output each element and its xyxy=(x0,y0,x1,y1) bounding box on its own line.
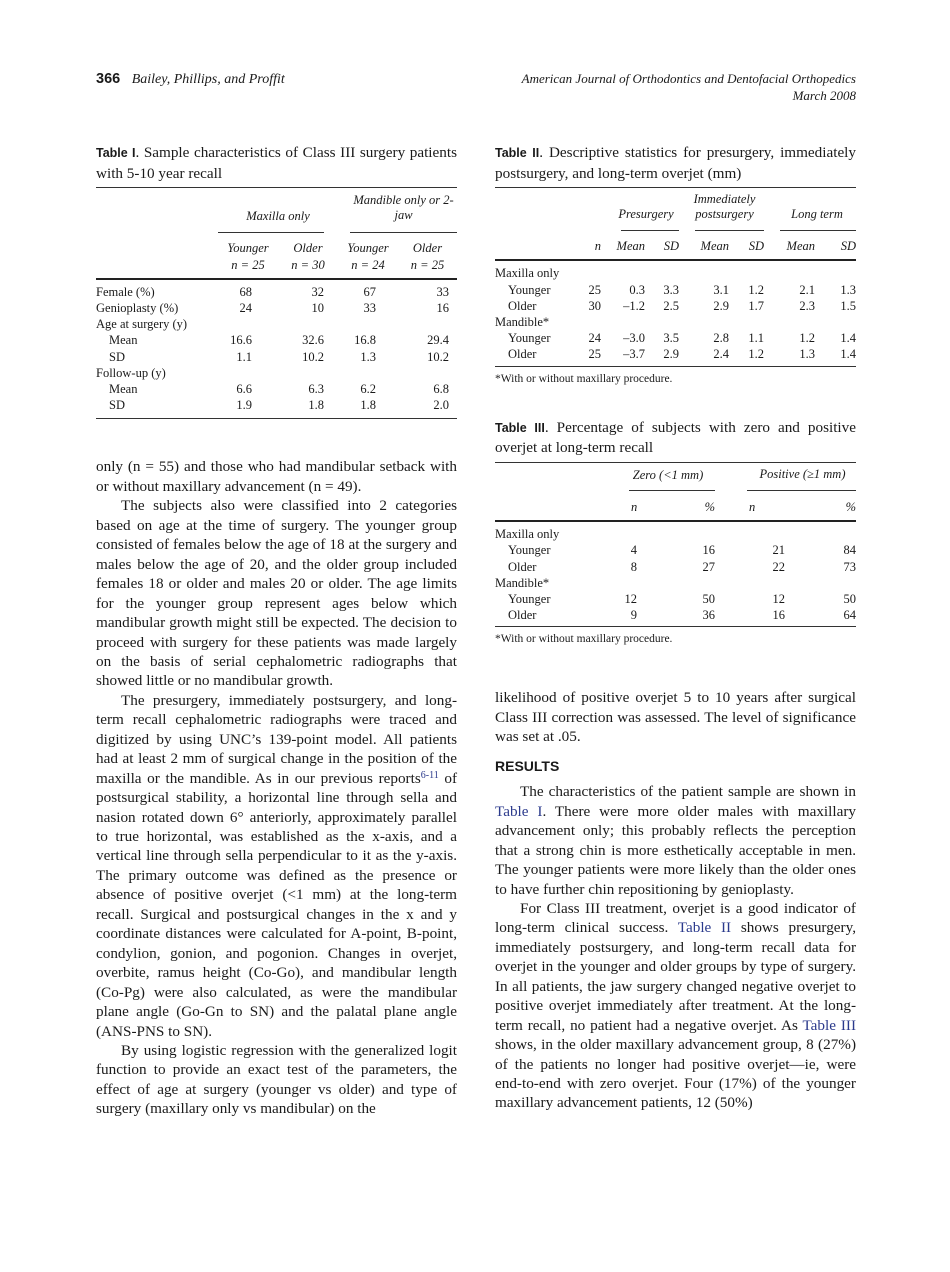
table-cell: 3.3 xyxy=(663,282,679,297)
table-cell xyxy=(639,575,715,591)
paragraph: The presurgery, immediately postsurgery, and long-term recall cephalometric radiographs were traced and digitized by using UNC’s 139-point model. All patients had at least 2 mm of surgical change in the position of the maxilla or the mandible. As in our previous reports$^{6-11}$ of postsurgical stability, a horizontal line through sella and nasion rotated down 6° anteriorly, approximately parallel to true horizontal, was established as the x-axis, and a vertical line through sella perpendicular to it as the y-axis. The primary outcome was defined as the presence or absence of positive overjet (<1 mm) at the long-term recall. Surgical and postsurgical changes in the x and y coordinate distances were calculated for A-point, B-point, condylion, gonion, and pogonion. Changes in overjet, overbite, ramus height (Co-Go), and mandibular length (Co-Pg) were also calculated, as were the mandibular plane angle (Go-Gn to SN) and the palatal plane angle (ANS-PNS to SN). xyxy=(96,691,458,1040)
table-cell xyxy=(577,314,601,330)
table-2-group-rule xyxy=(621,230,679,231)
table-cell xyxy=(785,575,856,591)
table-row xyxy=(495,591,856,607)
table-cell: 50 xyxy=(702,592,715,607)
table-cell: 68 xyxy=(239,284,252,299)
page-number: 366 xyxy=(96,71,121,87)
right-column xyxy=(495,143,856,1113)
table-cell: 12 xyxy=(772,592,785,607)
table-2-bottom-rule xyxy=(495,366,856,367)
table-cell xyxy=(218,316,278,332)
table-cell: –1.2 xyxy=(623,298,645,313)
reference-link[interactable]: 6-11 xyxy=(420,769,439,781)
table-cell xyxy=(278,316,338,332)
table-cell: 24 xyxy=(239,301,252,315)
table-3-label: Table III xyxy=(495,420,545,435)
table-cell: 10.2 xyxy=(302,349,324,364)
table-cell xyxy=(679,265,729,281)
table-cell xyxy=(218,365,278,381)
table-cell: 36 xyxy=(702,608,715,623)
table-cell: 16.6 xyxy=(230,333,252,348)
table-cell: 6.8 xyxy=(433,382,449,397)
table-3-bottom-rule xyxy=(495,626,856,627)
table-1-col-n: n = 25 xyxy=(231,257,265,272)
table-2-col-header: Mean xyxy=(786,239,815,254)
row-label: Younger xyxy=(508,331,551,346)
table-2-group-postsurgery: Immediately postsurgery xyxy=(693,192,756,221)
table-row xyxy=(96,316,457,332)
table-2 xyxy=(495,143,856,385)
table-3-link[interactable]: Table III xyxy=(802,1016,856,1034)
table-cell: 1.9 xyxy=(236,398,252,413)
table-cell xyxy=(645,314,679,330)
table-cell: 6.3 xyxy=(308,382,324,397)
table-cell: 6.6 xyxy=(236,382,252,397)
table-2-group-presurgery: Presurgery xyxy=(618,206,674,221)
row-label: Maxilla only xyxy=(495,527,560,542)
table-1 xyxy=(96,143,457,419)
row-label: Older xyxy=(508,608,537,623)
table-cell: 1.2 xyxy=(748,347,764,362)
table-row xyxy=(96,349,457,365)
table-2-link[interactable]: Table II xyxy=(677,919,732,937)
table-3-top-rule xyxy=(495,462,856,463)
table-3-group-positive: Positive (≥1 mm) xyxy=(759,467,846,482)
table-cell: 21 xyxy=(772,543,785,558)
table-3-caption: Table III. Percentage of subjects with zero and positive overjet at long-term recall xyxy=(495,418,856,457)
table-cell: –3.0 xyxy=(623,331,645,346)
table-cell: 2.9 xyxy=(663,347,679,362)
table-3-group-rule xyxy=(629,490,715,491)
table-cell: 16.8 xyxy=(354,333,376,348)
row-label: Mean xyxy=(109,382,138,397)
table-row xyxy=(96,300,457,316)
table-1-header-rule xyxy=(96,278,457,280)
table-cell xyxy=(601,314,645,330)
table-1-label: Table I xyxy=(96,146,136,160)
paragraph: By using logistic regression with the generalized logit function to provide an exact test of the parameters, the effect of age at surgery (younger vs older) and type of surgery (maxillary only vs mandibular) on the xyxy=(96,1042,457,1118)
table-2-top-rule xyxy=(495,187,856,188)
row-label: Older xyxy=(508,347,537,362)
table-1-top-rule xyxy=(96,187,457,188)
table-2-group-rule xyxy=(695,230,764,231)
row-label: Follow-up (y) xyxy=(96,365,166,380)
table-cell: 27 xyxy=(702,559,715,574)
table-2-group-rule xyxy=(780,230,856,231)
table-cell: 32 xyxy=(311,284,324,299)
table-3-col-header: n xyxy=(749,500,756,514)
row-label: SD xyxy=(109,349,125,364)
table-cell xyxy=(577,265,601,281)
table-2-label: Table II xyxy=(495,146,540,160)
table-1-group-rule xyxy=(218,232,324,233)
table-cell xyxy=(715,575,785,591)
table-cell: 1.7 xyxy=(748,298,764,313)
table-2-footnote: *With or without maxillary procedure. xyxy=(495,372,673,385)
table-cell: 2.4 xyxy=(713,347,729,362)
row-label: SD xyxy=(109,398,125,413)
table-1-col-header: Older xyxy=(412,241,443,256)
table-cell: 1.3 xyxy=(360,349,376,364)
table-cell: 2.8 xyxy=(713,331,729,346)
table-cell: 84 xyxy=(843,543,856,558)
table-3-group-zero: Zero (<1 mm) xyxy=(632,467,704,482)
table-cell: 10 xyxy=(311,301,324,315)
table-1-col-n: n = 25 xyxy=(410,257,445,272)
table-cell: 1.4 xyxy=(840,347,856,362)
table-cell: –3.7 xyxy=(623,347,645,362)
table-2-grid xyxy=(495,192,856,254)
table-2-col-header: Mean xyxy=(700,239,729,254)
table-2-header-rule xyxy=(495,259,856,261)
table-cell: 3.1 xyxy=(713,282,729,297)
table-row xyxy=(495,282,856,298)
table-1-link[interactable]: Table I xyxy=(495,802,543,820)
table-cell: 4 xyxy=(630,543,637,558)
table-cell xyxy=(601,265,645,281)
table-3-col-header: n xyxy=(631,500,638,514)
table-cell: 29.4 xyxy=(427,333,449,348)
table-2-col-header: n xyxy=(594,239,601,254)
table-cell xyxy=(679,314,729,330)
table-cell xyxy=(623,526,639,542)
table-cell xyxy=(764,265,815,281)
table-cell: 0.3 xyxy=(629,282,645,297)
table-cell xyxy=(815,314,856,330)
table-2-col-header: SD xyxy=(663,239,679,254)
row-label: Younger xyxy=(508,592,551,607)
table-1-col-header: Younger xyxy=(347,241,389,256)
table-row xyxy=(495,346,856,362)
table-2-col-header: SD xyxy=(840,239,856,254)
table-cell xyxy=(785,526,856,542)
table-row xyxy=(495,298,856,314)
table-cell: 9 xyxy=(630,608,637,623)
table-3-col-header: % xyxy=(704,500,715,514)
running-header-right xyxy=(522,71,856,104)
table-3-group-rule xyxy=(747,490,856,491)
table-cell: 16 xyxy=(772,608,785,623)
row-label: Mandible* xyxy=(495,315,550,329)
running-header-left xyxy=(96,71,285,88)
table-cell: 1.5 xyxy=(840,298,856,313)
table-cell: 25 xyxy=(588,282,601,297)
table-cell xyxy=(645,265,679,281)
table-cell: 22 xyxy=(772,559,785,574)
row-label: Genioplasty (%) xyxy=(96,301,179,315)
table-cell: 33 xyxy=(436,284,449,299)
row-label: Mandible* xyxy=(495,575,550,590)
table-cell xyxy=(729,265,764,281)
table-cell: 1.2 xyxy=(799,331,815,346)
row-label: Female (%) xyxy=(96,284,155,299)
left-body-text xyxy=(96,457,457,1118)
section-heading-results: RESULTS xyxy=(495,757,560,774)
table-cell: 2.3 xyxy=(799,298,815,313)
table-2-caption: Table II. Descriptive statistics for presurgery, immediately postsurgery, and long-term overjet (mm) xyxy=(495,144,856,182)
table-cell: 6.2 xyxy=(360,382,376,397)
table-2-group-longterm: Long term xyxy=(791,206,843,221)
table-3-col-header: % xyxy=(845,500,856,514)
right-body-text xyxy=(495,688,856,1113)
table-2-body xyxy=(495,265,856,362)
table-cell: 25 xyxy=(588,347,601,362)
table-cell: 1.8 xyxy=(360,398,376,413)
row-label: Maxilla only xyxy=(495,266,560,281)
row-label: Older xyxy=(508,559,537,574)
table-1-col-n: n = 30 xyxy=(291,257,325,272)
table-1-grid xyxy=(96,192,457,273)
table-1-group-maxilla: Maxilla only xyxy=(246,209,310,223)
table-cell: 2.9 xyxy=(713,298,729,313)
paragraph: The subjects also were classified into 2 categories based on age at the time of surgery. The younger group consisted of females below the age of 18 at the surgery and males below the age of 20, and the older group included females 18 or older and males 20 or older. The age limits for the younger group represent ages below which mandibular growth might still be expected. The decision to proceed with surgery for these patients was made largely on the basis of serial cephalometric radiographs that showed little or no mandibular growth. xyxy=(96,497,457,690)
table-cell xyxy=(623,575,639,591)
table-3-body xyxy=(495,526,856,623)
table-cell: 1.1 xyxy=(748,331,764,346)
table-cell: 2.1 xyxy=(799,282,815,297)
table-row xyxy=(96,397,457,413)
table-row xyxy=(495,330,856,346)
table-1-caption: Table I. Sample characteristics of Class III surgery patients with 5-10 year recall xyxy=(96,144,457,182)
table-cell: 33 xyxy=(363,301,376,315)
table-cell: 64 xyxy=(843,608,856,623)
table-cell xyxy=(398,316,457,332)
table-cell: 16 xyxy=(436,301,449,315)
left-column xyxy=(96,143,457,1119)
row-label: Younger xyxy=(508,543,551,558)
table-cell: 10.2 xyxy=(427,349,449,364)
table-row xyxy=(495,559,856,575)
table-cell: 73 xyxy=(843,559,856,574)
table-1-body xyxy=(96,284,457,414)
table-cell: 2.5 xyxy=(663,298,679,313)
table-cell: 12 xyxy=(624,592,637,607)
table-cell xyxy=(729,314,764,330)
table-cell: 32.6 xyxy=(302,333,324,348)
table-cell: 30 xyxy=(588,298,601,313)
table-3-header-rule xyxy=(495,520,856,522)
table-cell xyxy=(639,526,715,542)
running-header-authors: Bailey, Phillips, and Proffit xyxy=(131,72,285,87)
table-cell xyxy=(764,314,815,330)
table-1-col-n: n = 24 xyxy=(351,257,385,272)
table-cell: 2.0 xyxy=(433,398,449,413)
table-cell xyxy=(715,526,785,542)
table-cell: 1.3 xyxy=(799,347,815,362)
table-cell: 16 xyxy=(702,543,715,558)
table-cell: 50 xyxy=(843,592,856,607)
journal-issue: March 2008 xyxy=(792,87,856,103)
table-row xyxy=(96,365,457,381)
table-cell: 1.1 xyxy=(236,349,252,364)
table-cell: 1.8 xyxy=(308,398,324,413)
table-cell xyxy=(815,265,856,281)
table-row xyxy=(96,332,457,348)
table-row xyxy=(495,542,856,558)
paragraph: For Class III treatment, overjet is a good indicator of long-term clinical success. Table II shows presurgery, immediately postsurgery, and long-term recall data for overjet in the younger and older groups by type of surgery. In all patients, the jaw surgery changed negative overjet to positive overjet immediately after treatment. At the long-term recall, no patient had a negative overjet. As Table III shows, in the older maxillary advancement group, 8 (27%) of the patients no longer had positive overjet—ie, were end-to-end with zero overjet. Four (17%) of the younger maxillary advancement patients, 12 (50%) xyxy=(495,899,856,1112)
table-cell xyxy=(398,365,457,381)
paragraph: The characteristics of the patient sample are shown in Table I. There were more older males with maxillary advancement only; this probably reflects the perception that a strong chin is more esthetically acceptable in men. The younger patients were more likely than the older ones to have further chin repositioning by genioplasty. xyxy=(495,783,856,898)
table-cell xyxy=(338,365,398,381)
table-cell: 1.2 xyxy=(748,282,764,297)
table-cell: 8 xyxy=(630,559,637,574)
table-3 xyxy=(495,418,856,646)
table-1-bottom-rule xyxy=(96,418,457,419)
paragraph: only (n = 55) and those who had mandibular setback with or without maxillary advancement (n = 49). xyxy=(96,458,457,495)
table-row xyxy=(495,607,856,623)
journal-name: American Journal of Orthodontics and Dentofacial Orthopedics xyxy=(521,71,856,86)
table-row xyxy=(96,381,457,397)
table-row xyxy=(96,284,457,300)
table-3-grid xyxy=(495,467,856,516)
table-1-group-rule xyxy=(350,232,457,233)
table-cell: 24 xyxy=(588,331,601,346)
table-cell: 1.3 xyxy=(840,282,856,297)
table-row xyxy=(495,314,856,330)
paragraph: likelihood of positive overjet 5 to 10 years after surgical Class III correction was assessed. The level of significance was set at .05. xyxy=(495,689,856,746)
row-label: Older xyxy=(508,298,537,313)
table-cell: 1.4 xyxy=(840,331,856,346)
row-label: Age at surgery (y) xyxy=(96,317,188,332)
table-2-col-header: SD xyxy=(748,239,764,254)
table-1-col-header: Older xyxy=(293,241,323,256)
table-row xyxy=(495,575,856,591)
table-1-group-mandible: Mandible only or 2-jaw xyxy=(353,193,454,223)
table-1-col-header: Younger xyxy=(227,241,269,256)
table-cell xyxy=(338,316,398,332)
table-cell: 3.5 xyxy=(663,331,679,346)
table-3-footnote: *With or without maxillary procedure. xyxy=(495,633,673,646)
row-label: Younger xyxy=(508,282,551,297)
table-cell xyxy=(278,365,338,381)
table-cell: 67 xyxy=(363,284,376,299)
table-2-col-header: Mean xyxy=(616,239,645,254)
row-label: Mean xyxy=(109,333,138,348)
table-row xyxy=(495,526,856,542)
table-row xyxy=(495,265,856,281)
